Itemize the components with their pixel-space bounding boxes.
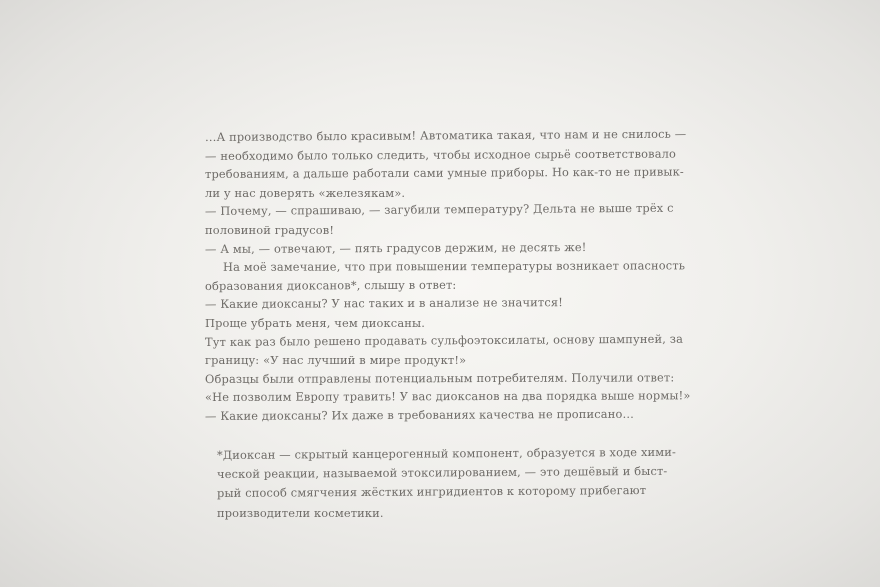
text-line: — Какие диоксаны? Их даже в требованиях качества не прописано… xyxy=(204,406,635,423)
handwritten-text-block xyxy=(205,128,705,523)
text-line: границу: «У нас лучший в мире продукт!» xyxy=(205,353,467,368)
text-line: образования диоксанов*, слышу в ответ: xyxy=(204,277,457,293)
text-line: …А производство было красивым! Автоматика такая, что нам и не снилось — xyxy=(204,126,687,144)
text-line: — Какие диоксаны? У нас таких и в анализе не значится! xyxy=(204,295,563,312)
text-line: требованиям, а дальше работали сами умные приборы. Но как-то не привык- xyxy=(204,164,684,182)
footnote-line: производители косметики. xyxy=(217,505,384,520)
footnote-line: рый способ смягчения жёстких ингридиентов к которому прибегают xyxy=(216,483,647,501)
text-line: На моё замечание, что при повышении температуры возникает опасность xyxy=(222,258,686,275)
footnote xyxy=(217,446,705,524)
text-line: «Не позволим Европу травить! У вас диоксанов на два порядка выше нормы!» xyxy=(204,388,691,405)
footnote-line: *Диоксан — скрытый канцерогенный компонент, образуется в ходе хими- xyxy=(216,444,677,462)
footnote-line: ческой реакции, называемой этоксилированием, — это дешёвый и быст- xyxy=(216,463,668,481)
text-line: — А мы, — отвечают, — пять градусов держим, не десять же! xyxy=(204,239,587,256)
text-line: — необходимо было только следить, чтобы исходное сырьё соответствовало xyxy=(204,146,677,163)
text-line: Проще убрать меня, чем диоксаны. xyxy=(205,315,426,330)
text-line: ли у нас доверять «железякам». xyxy=(205,185,406,200)
text-line: Тут как раз было решено продавать сульфоэтоксилаты, основу шампуней, за xyxy=(204,331,684,349)
text-line: половиной градусов! xyxy=(205,222,335,237)
text-line: Образцы были отправлены потенциальным потребителям. Получили ответ: xyxy=(204,370,675,386)
text-line: — Почему, — спрашиваю, — загубили температуру? Дельта не выше трёх с xyxy=(204,201,674,219)
